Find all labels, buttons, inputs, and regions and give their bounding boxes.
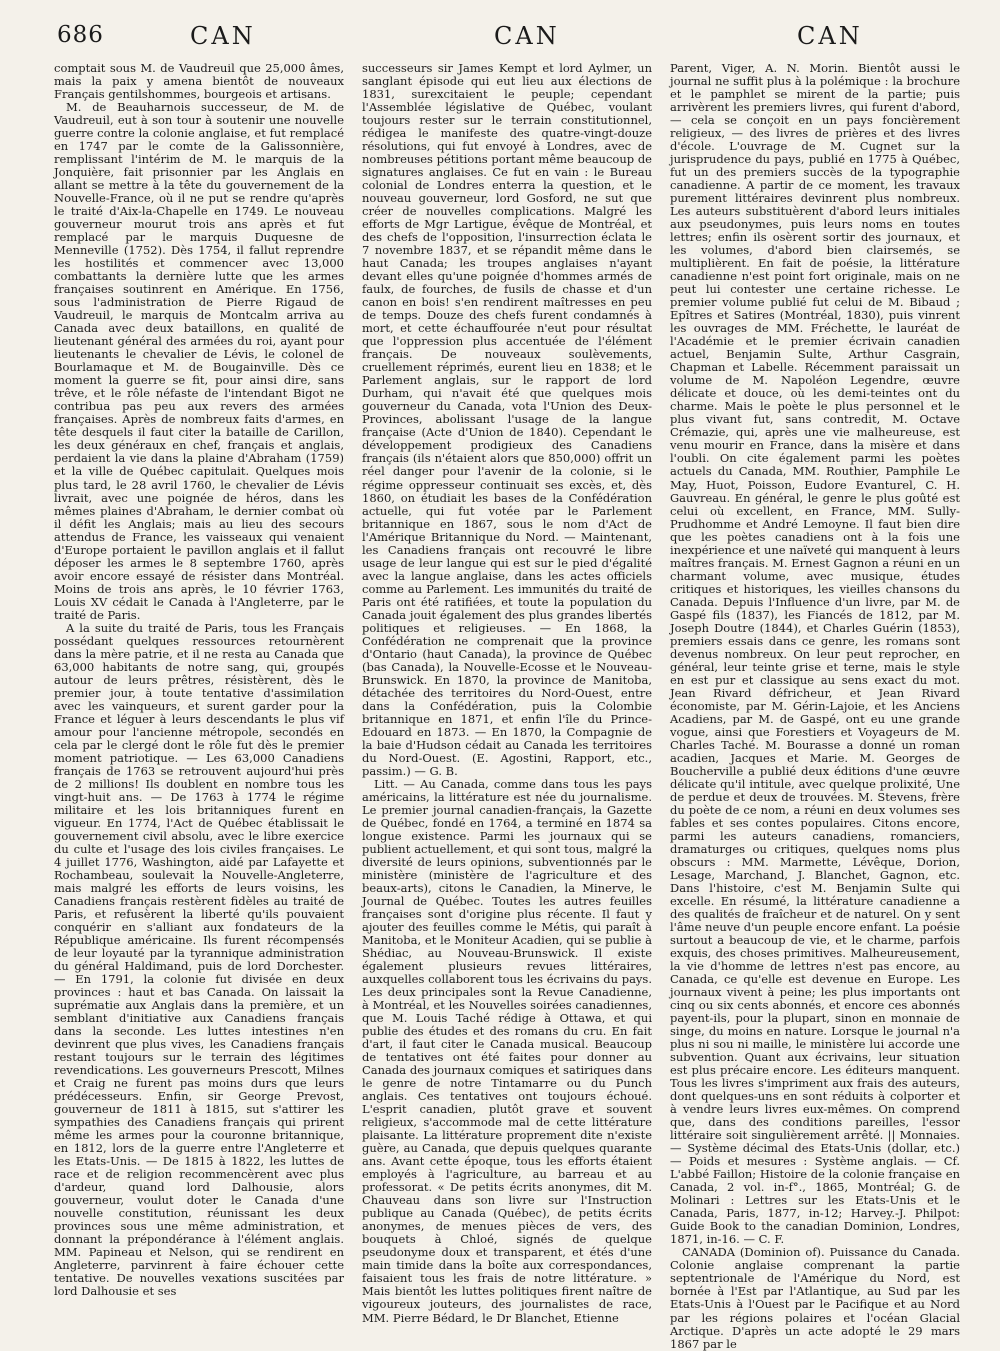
column-left bbox=[54, 62, 344, 1320]
paragraph: comptait sous M. de Vaudreuil que 25,000 âmes, mais la paix y amena bientôt de nouveaux Français gentilshommes, bourgeois et artisans. bbox=[54, 61, 344, 102]
paragraph: Litt. — Au Canada, comme dans tous les pays américains, la littérature est née du journalisme. Le premier journal canadien-français, la Gazette de Québec, fondé en 1764, a terminé en 1874 sa longue existence. Parmi les journaux qui se publient actuellement, et qui sont tous, malgré la diversité de leurs opinions, subventionnés par le ministère (ministère de l'agriculture et des beaux-arts), citons le Canadien, la Minerve, le Journal de Québec. Toutes les autres feuilles françaises sont d'origine plus récente. Il faut y ajouter des feuilles comme le Métis, qui paraît à Manitoba, et le Moniteur Acadien, qui se publie à Shédiac, au Nouveau-Brunswick. Il existe également plusieurs revues littéraires, auxquelles collaborent tous les écrivains du pays. Les deux principales sont la Revue Canadienne, à Montréal, et les Nouvelles soirées canadiennes, que M. Louis Taché rédige à Ottawa, et qui publie des études et des romans du cru. En fait d'art, il faut citer le Canada musical. Beaucoup de tentatives ont été faites pour donner au Canada des journaux comiques et satiriques dans le genre de notre Tintamarre ou du Punch anglais. Ces tentatives ont toujours échoué. L'esprit canadien, plutôt grave et souvent religieux, s'accommode mal de cette littérature plaisante. La littérature proprement dite n'existe guère, au Canada, que depuis quelques quarante ans. Avant cette époque, tous les efforts étaient employés à l'agriculture, au barreau et au professorat. « De petits écrits anonymes, dit M. Chauveau dans son livre sur l'Instruction publique au Canada (Québec), de petits écrits anonymes, de menues pièces de vers, des bouquets à Chloé, signés de quelque pseudonyme doux et transparent, et étés d'une main timide dans la boîte aux correspondances, faisaient tous les frais de notre littérature. » Mais bientôt les luttes politiques firent naître de vigoureux jouteurs, des journalistes de race, MM. Pierre Bédard, le Dr Blanchet, Etienne bbox=[362, 776, 652, 1325]
running-head-middle: CAN bbox=[494, 22, 560, 50]
paragraph: A la suite du traité de Paris, tous les Français possédant quelques ressources retournèrent dans la mère patrie, et il ne resta au Canada que 63,000 habitants de notre sang, qui, groupés autour de leurs prêtres, résistèrent, dès le premier jour, à toute tentative d'assimilation avec les vainqueurs, et surent garder pour la France et léguer à leurs descendants le plus vif amour pour l'ancienne métropole, secondés en cela par le clergé dont le rôle fut dès le premier moment patriotique. — Les 63,000 Canadiens français de 1763 se retrouvent aujourd'hui près de 2 millions! Ils doublent en nombre tous les vingt-huit ans. — De 1763 à 1774 le régime militaire et les lois britanniques furent en vigueur. En 1774, l'Act de Québec établissait le gouvernement civil absolu, avec le libre exercice du culte et l'usage des lois civiles françaises. Le 4 juillet 1776, Washington, aidé par Lafayette et Rochambeau, soulevait la Nouvelle-Angleterre, mais malgré les efforts de leurs voisins, les Canadiens français restèrent fidèles au traité de Paris, et refusèrent la liberté qu'ils pouvaient conquérir en s'alliant aux fondateurs de la République américaine. Ils furent récompensés de leur loyauté par la tyrannique administration du général Haldimand, puis de lord Dorchester. — En 1791, la colonie fut divisée en deux provinces : haut et bas Canada. On laissait la suprématie aux Anglais dans la première, et un semblant d'initiative aux Canadiens français dans la seconde. Les luttes intestines n'en devinrent que plus vives, les Canadiens français restant toujours sur le terrain des légitimes revendications. Les gouverneurs Prescott, Milnes et Craig ne furent pas moins durs que leurs prédécesseurs. Enfin, sir George Prevost, gouverneur de 1811 à 1815, sut s'attirer les sympathies des Canadiens français qui prirent même les armes pour la couronne britannique, en 1812, lors de la guerre entre l'Angleterre et les Etats-Unis. — De 1815 à 1822, les luttes de race et de religion recommencèrent avec plus d'ardeur, quand lord Dalhousie, alors gouverneur, voulut doter le Canada d'une nouvelle constitution, réunissant les deux provinces sous une même administration, et donnant la prépondérance à l'élément anglais. MM. Papineau et Nelson, qui se rendirent en Angleterre, parvinrent à faire échouer cette tentative. De nouvelles vexations suscitées par lord Dalhousie et ses bbox=[54, 620, 344, 1299]
text-columns bbox=[54, 61, 960, 1351]
paragraph: M. de Beauharnois successeur, de M. de Vaudreuil, eut à son tour à soutenir une nouvelle guerre contre la colonie anglaise, et fut remplacé en 1747 par le comte de la Galissonnière, remplissant l'intérim de M. le marquis de la Jonquière, fait prisonnier par les Anglais en allant se mettre à la tête du gouvernement de la Nouvelle-France, où il ne put se rendre qu'après le traité d'Aix-la-Chapelle en 1749. Le nouveau gouverneur mourut trois ans après et fut remplacé par le marquis Duquesne de Menneville (1752). Dès 1754, il fallut reprendre les hostilités et commencer avec 13,000 combattants la dernière lutte que les armes françaises soutinrent en Amérique. En 1756, sous l'administration de Pierre Rigaud de Vaudreuil, le marquis de Montcalm arriva au Canada avec deux bataillons, en qualité de lieutenant général des armées du roi, ayant pour lieutenants le chevalier de Lévis, le colonel de Bourlamaque et M. de Bougainville. Dès ce moment la guerre se fit, pour ainsi dire, sans trêve, et le rôle néfaste de l'intendant Bigot ne contribua pas peu aux revers des armées françaises. Après de nombreux faits d'armes, en tête desquels il faut citer la bataille de Carillon, les deux généraux en chef, français et anglais, perdaient la vie dans la plaine d'Abraham (1759) et la ville de Québec capitulait. Quelques mois plus tard, le 28 avril 1760, le chevalier de Lévis livrait, avec une poignée de héros, dans les mêmes plaines d'Abraham, le dernier combat où il défit les Anglais; mais au lieu des secours attendus de France, les vaisseaux qui venaient d'Europe portaient le pavillon anglais et il fallut déposer les armes le 8 septembre 1760, après avoir encore essayé de résister dans Montréal. Moins de trois ans après, le 10 février 1763, Louis XV cédait le Canada à l'Angleterre, par le traité de Paris. bbox=[54, 100, 344, 622]
running-head-left: CAN bbox=[190, 22, 256, 50]
paragraph: Parent, Viger, A. N. Morin. Bientôt aussi le journal ne suffit plus à la polémique : la brochure et le pamphlet se mirent de la partie; puis arrivèrent les premiers livres, qui furent d'abord, — cela se conçoit en un pays foncièrement religieux, — des livres de prières et des livres d'école. L'ouvrage de M. Cugnet sur la jurisprudence du pays, publié en 1775 à Québec, fut un des premiers succès de la typographie canadienne. A partir de ce moment, les travaux purement littéraires devinrent plus nombreux. Les auteurs substituèrent d'abord leurs initiales aux pseudonymes, puis leurs noms en toutes lettres; enfin ils osèrent sortir des journaux, et les volumes, d'abord bien clairsemés, se multiplièrent. En fait de poésie, la littérature canadienne n'est point fort originale, mais on ne peut lui contester une certaine richesse. Le premier volume publié fut celui de M. Bibaud ; Epîtres et Satires (Montréal, 1830), puis vinrent les ouvrages de MM. Fréchette, le lauréat de l'Académie et le premier écrivain canadien actuel, Benjamin Sulte, Arthur Casgrain, Chapman et Labelle. Récemment paraissait un volume de M. Napoléon Legendre, œuvre délicate et douce, où les demi-teintes ont du charme. Mais le poète le plus personnel et le plus vivant fut, sans contredit, M. Octave Crémazie, qui, après une vie malheureuse, est venu mourir en France, dans la misère et dans l'oubli. On cite également parmi les poètes actuels du Canada, MM. Routhier, Pamphile Le May, Huot, Poisson, Eudore Evanturel, C. H. Gauvreau. En général, le genre le plus goûté est celui où excellent, en France, MM. Sully-Prudhomme et André Lemoyne. Il faut bien dire que les poètes canadiens ont à la fois une inexpérience et une naïveté qui manquent à leurs maîtres français. M. Ernest Gagnon a réuni en un charmant volume, avec musique, études critiques et historiques, les vieilles chansons du Canada. Depuis l'Influence d'un livre, par M. de Gaspé fils (1837), les Fiancés de 1812, par M. Joseph Doutre (1844), et Charles Guérin (1853), premiers essais dans ce genre, les romans sont devenus nombreux. On leur peut reprocher, en général, leur teinte grise et terne, mais le style en est pur et classique au sens exact du mot. Jean Rivard défricheur, et Jean Rivard économiste, par M. Gérin-Lajoie, et les Anciens Acadiens, par M. de Gaspé, ont eu une grande vogue, ainsi que Forestiers et Voyageurs de M. Charles Taché. M. Bourasse a donné un roman acadien, Jacques et Marie. M. Georges de Boucherville a publié deux éditions d'une œuvre délicate qu'il intitule, avec quelque prolixité, Une de perdue et deux de trouvées. M. Stevens, frère du poète de ce nom, a réuni en deux volumes ses fables et ses contes populaires. Citons encore, parmi les auteurs canadiens, romanciers, dramaturges ou critiques, quelques noms plus obscurs : MM. Marmette, Lévêque, Dorion, Lesage, Marchand, J. Blanchet, Gagnon, etc. Dans l'histoire, c'est M. Benjamin Sulte qui excelle. En résumé, la littérature canadienne a des qualités de fraîcheur et de naturel. On y sent l'âme neuve d'un peuple encore enfant. La poésie surtout a beaucoup de vie, et le charme, parfois exquis, des choses primitives. Malheureusement, la vie d'homme de lettres n'est pas encore, au Canada, ce qu'elle est devenue en Europe. Les journaux vivent à peine; les plus importants ont cinq ou six cents abonnés, et encore ces abonnés payent-ils, pour la plupart, sinon en monnaie de singe, du moins en nature. Lorsque le journal n'a plus ni sou ni maille, le ministère lui accorde une subvention. Quant aux écrivains, leur situation est plus précaire encore. Les éditeurs manquent. Tous les livres s'impriment aux frais des auteurs, dont quelques-uns en sont réduits à colporter et à vendre leurs livres eux-mêmes. On comprend que, dans des conditions pareilles, l'essor littéraire soit singulièrement arrêté. || Monnaies. — Système décimal des Etats-Unis (dollar, etc.) — Poids et mesures : Système anglais. — Cf. L'abbé Faillon; Histoire de la colonie française en Canada, 2 vol. in-f°., 1865, Montréal; G. de Molinari : Lettres sur les Etats-Unis et le Canada, Paris, 1877, in-12; Harvey.-J. Philpot: Guide Book to the canadian Dominion, Londres, 1871, in-16. — C. F. bbox=[670, 61, 960, 1247]
column-right bbox=[670, 61, 960, 1351]
page-number: 686 bbox=[57, 22, 104, 48]
running-head-right: CAN bbox=[797, 22, 863, 50]
paragraph: CANADA (Dominion of). Puissance du Canada. Colonie anglaise comprenant la partie septentrionale de l'Amérique du Nord, est bornée à l'Est par l'Atlantique, au Sud par les Etats-Unis à l'Ouest par le Pacifique et au Nord par les régions polaires et l'océan Glacial Arctique. D'après un acte adopté le 29 mars 1867 par le bbox=[670, 1245, 960, 1351]
column-middle bbox=[362, 61, 652, 1325]
page-header bbox=[0, 0, 1000, 58]
paragraph: successeurs sir James Kempt et lord Aylmer, un sanglant épisode qui eut lieu aux élections de 1831, surexcitaient le peuple; cependant l'Assemblée législative de Québec, voulant toujours rester sur le terrain constitutionnel, rédigea le manifeste des quatre-vingt-douze résolutions, qui fut envoyé à Londres, avec de nombreuses pétitions portant même beaucoup de signatures anglaises. Ce fut en vain : le Bureau colonial de Londres enterra la question, et le nouveau gouverneur, lord Gosford, ne sut que créer de nouvelles complications. Malgré les efforts de Mgr Lartigue, évêque de Montréal, et des chefs de l'opposition, l'insurrection éclata le 7 novembre 1837, et se répandit même dans le haut Canada; les troupes anglaises n'ayant devant elles qu'une poignée d'hommes armés de faulx, de fourches, de fusils de chasse et d'un canon en bois! s'en rendirent maîtresses en peu de temps. Douze des chefs furent condamnés à mort, et cette échauffourée n'eut pour résultat que l'oppression plus accentuée de l'élément français. De nouveaux soulèvements, cruellement réprimés, eurent lieu en 1838; et le Parlement anglais, sur le rapport de lord Durham, qui n'avait été que quelques mois gouverneur du Canada, vota l'Union des Deux-Provinces, abolissant l'usage de la langue française (Acte d'Union de 1840). Cependant le développement prodigieux des Canadiens français (ils n'étaient alors que 850,000) offrit un réel danger pour l'avenir de la colonie, si le régime oppresseur continuait ses excès, et, dès 1860, on étudiait les bases de la Confédération actuelle, qui fut votée par le Parlement britannique en 1867, sous le nom d'Act de l'Amérique Britannique du Nord. — Maintenant, les Canadiens français ont recouvré le libre usage de leur langue qui est sur le pied d'égalité avec la langue anglaise, dans les actes officiels comme au Parlement. Les immunités du traité de Paris ont été ratifiées, et toute la population du Canada jouit également des plus grandes libertés politiques et religieuses. — En 1868, la Confédération ne comprenait que la province d'Ontario (haut Canada), la province de Québec (bas Canada), la Nouvelle-Ecosse et le Nouveau-Brunswick. En 1870, la province de Manitoba, détachée des territoires du Nord-Ouest, entre dans la Confédération, puis la Colombie britannique en 1871, et enfin l'île du Prince-Edouard en 1873. — En 1870, la Compagnie de la baie d'Hudson cédait au Canada les territoires du Nord-Ouest. (E. Agostini, Rapport, etc., passim.) — G. B. bbox=[362, 61, 652, 778]
